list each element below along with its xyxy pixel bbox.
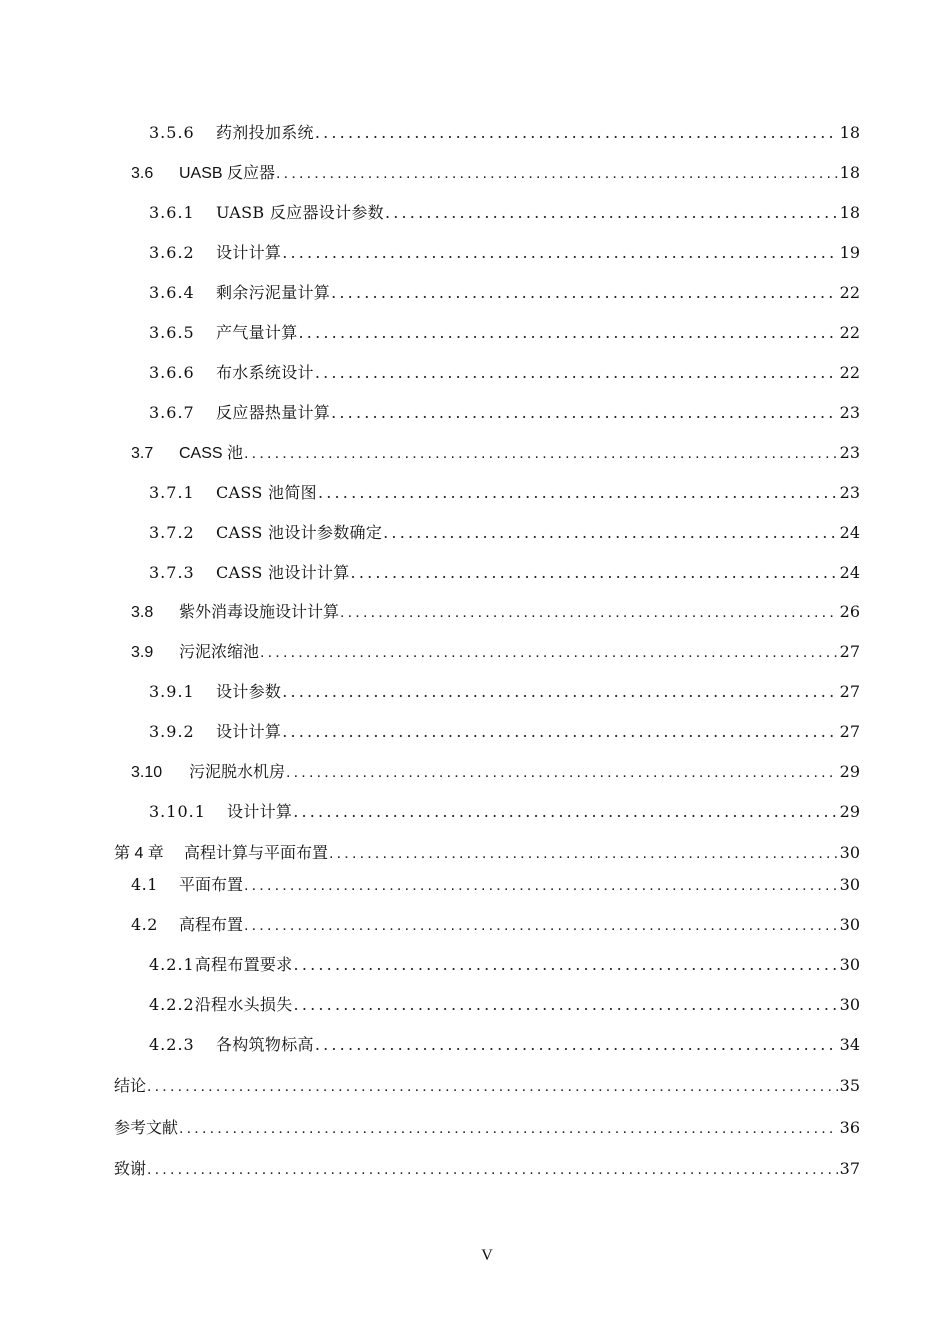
- toc-leader-dots: [314, 1035, 838, 1054]
- toc-entry[interactable]: [0, 440, 860, 464]
- toc-title: UASB 反应器设计参数: [216, 203, 384, 222]
- toc-page-number: 30: [839, 843, 860, 862]
- toc-page-number: 29: [839, 802, 860, 821]
- toc-entry[interactable]: [0, 480, 860, 504]
- toc-leader-dots: [339, 604, 838, 622]
- toc-number: 3.7.3: [149, 563, 195, 582]
- toc-title: 高程布置: [179, 915, 244, 934]
- toc-page-number: 19: [839, 243, 860, 262]
- toc-title: 剩余污泥量计算: [216, 283, 331, 302]
- toc-page-number: 27: [839, 682, 860, 701]
- toc-entry[interactable]: [0, 719, 860, 743]
- toc-page-number: 18: [839, 203, 860, 222]
- toc-number: 3.7.2: [149, 523, 195, 542]
- toc-page-number: 30: [839, 955, 860, 974]
- toc-number: 4.2.2: [149, 995, 195, 1014]
- toc-entry[interactable]: [0, 912, 860, 936]
- toc-leader-dots: [330, 403, 838, 422]
- toc-entry[interactable]: [0, 120, 860, 144]
- toc-page-number: 24: [839, 523, 860, 542]
- toc-entry[interactable]: [0, 400, 860, 424]
- toc-page-number: 27: [839, 722, 860, 741]
- toc-leader-dots: [298, 323, 838, 342]
- toc-title: 平面布置: [179, 875, 244, 894]
- toc-title: 布水系统设计: [216, 363, 314, 382]
- toc-entry[interactable]: [0, 520, 860, 544]
- toc-entry[interactable]: [0, 1115, 860, 1139]
- toc-entry[interactable]: [0, 160, 860, 184]
- toc-title: 反应器热量计算: [216, 403, 331, 422]
- toc-title: 污泥浓缩池: [179, 644, 260, 661]
- toc-number: 3.6.2: [149, 243, 195, 262]
- toc-leader-dots: [382, 523, 838, 542]
- toc-leader-dots: [178, 1120, 838, 1138]
- toc-number: 3.9.2: [149, 722, 195, 741]
- toc-title: 设计参数: [216, 682, 282, 701]
- toc-leader-dots: [243, 917, 838, 935]
- toc-number: 3.6.5: [149, 323, 195, 342]
- toc-number: 3.7.1: [149, 483, 195, 502]
- toc-leader-dots: [259, 644, 838, 662]
- toc-entry[interactable]: [0, 952, 860, 976]
- toc-page-number: 18: [839, 123, 860, 142]
- toc-entry[interactable]: [0, 360, 860, 384]
- toc-number: 3.6: [131, 165, 154, 182]
- toc-title: 致谢: [114, 1161, 147, 1178]
- toc-title: 污泥脱水机房: [189, 764, 286, 781]
- toc-page-number: 29: [839, 762, 860, 781]
- toc-entry[interactable]: [0, 560, 860, 584]
- toc-page-number: 34: [839, 1035, 860, 1054]
- toc-entry[interactable]: [0, 840, 860, 864]
- toc-number: 4.2.3: [149, 1035, 195, 1054]
- toc-page-number: 23: [839, 483, 860, 502]
- toc-page-number: 30: [839, 915, 860, 934]
- toc-entry[interactable]: [0, 799, 860, 823]
- toc-title: 设计计算: [216, 722, 282, 741]
- toc-title: 产气量计算: [216, 323, 298, 342]
- toc-page-number: 36: [839, 1118, 860, 1137]
- toc-number: 第 4 章: [114, 845, 164, 862]
- toc-leader-dots: [328, 845, 838, 863]
- toc-title: 结论: [114, 1078, 147, 1095]
- toc-title: 紫外消毒设施设计计算: [179, 604, 340, 621]
- toc-entry[interactable]: [0, 280, 860, 304]
- toc-leader-dots: [285, 764, 838, 782]
- toc-page-number: 30: [839, 875, 860, 894]
- toc-number: 3.9.1: [149, 682, 195, 701]
- toc-title: 药剂投加系统: [216, 123, 314, 142]
- toc-leader-dots: [350, 563, 838, 582]
- toc-page-number: 26: [839, 602, 860, 621]
- toc-title: 沿程水头损失: [194, 995, 293, 1014]
- toc-entry[interactable]: [0, 200, 860, 224]
- toc-title: 设计计算: [216, 243, 282, 262]
- toc-leader-dots: [281, 682, 837, 701]
- toc-entry[interactable]: [0, 1156, 860, 1180]
- toc-entry[interactable]: [0, 320, 860, 344]
- toc-number: 4.2: [131, 915, 158, 934]
- toc-leader-dots: [146, 1161, 838, 1179]
- toc-number: 4.2.1: [149, 955, 195, 974]
- toc-page-number: 23: [839, 403, 860, 422]
- toc-number: 3.9: [131, 644, 154, 661]
- toc-title: CASS 池设计参数确定: [216, 523, 383, 542]
- toc-entry[interactable]: [0, 1032, 860, 1056]
- toc-leader-dots: [243, 877, 838, 895]
- toc-entry[interactable]: [0, 992, 860, 1016]
- toc-number: 3.6.6: [149, 363, 195, 382]
- toc-number: 3.6.4: [149, 283, 195, 302]
- toc-entry[interactable]: [0, 639, 860, 663]
- toc-leader-dots: [275, 165, 838, 183]
- toc-title: 参考文献: [114, 1120, 179, 1137]
- toc-page-number: 24: [839, 563, 860, 582]
- toc-title: UASB 反应器: [179, 165, 276, 182]
- toc-page-number: 37: [839, 1159, 860, 1178]
- toc-entry[interactable]: [0, 599, 860, 623]
- toc-leader-dots: [330, 283, 838, 302]
- toc-entry[interactable]: [0, 872, 860, 896]
- toc-entry[interactable]: [0, 759, 860, 783]
- toc-title: 各构筑物标高: [216, 1035, 314, 1054]
- toc-page-number: 30: [839, 995, 860, 1014]
- toc-leader-dots: [293, 995, 838, 1014]
- toc-leader-dots: [281, 722, 837, 741]
- toc-page-number: 22: [839, 283, 860, 302]
- toc-title: CASS 池: [179, 445, 244, 462]
- toc-number: 3.10.1: [149, 802, 206, 821]
- toc-page-number: 23: [839, 443, 860, 462]
- toc-page-number: 35: [839, 1076, 860, 1095]
- toc-entry[interactable]: [0, 240, 860, 264]
- toc-entry[interactable]: [0, 1073, 860, 1097]
- toc-leader-dots: [384, 203, 838, 222]
- toc-number: 3.5.6: [149, 123, 195, 142]
- toc-number: 3.6.7: [149, 403, 195, 422]
- toc-title: 设计计算: [227, 802, 293, 821]
- toc-leader-dots: [314, 363, 838, 382]
- toc-leader-dots: [281, 243, 837, 262]
- toc-number: 3.8: [131, 604, 154, 621]
- toc-page-number: 27: [839, 642, 860, 661]
- toc-leader-dots: [293, 955, 838, 974]
- toc-leader-dots: [243, 445, 838, 463]
- toc-leader-dots: [146, 1078, 838, 1096]
- toc-number: 3.6.1: [149, 203, 195, 222]
- toc-page-number: 18: [839, 163, 860, 182]
- toc-number: 3.7: [131, 445, 154, 462]
- toc-title: 高程布置要求: [194, 955, 293, 974]
- toc-number: 3.10: [131, 764, 163, 781]
- toc-title: CASS 池设计计算: [216, 563, 350, 582]
- toc-title: 高程计算与平面布置: [184, 845, 329, 862]
- toc-entry[interactable]: [0, 679, 860, 703]
- toc-title: CASS 池简图: [216, 483, 317, 502]
- toc-leader-dots: [292, 802, 837, 821]
- page-footer-number: V: [481, 1247, 493, 1264]
- toc-leader-dots: [314, 123, 838, 142]
- toc-number: 4.1: [131, 875, 158, 894]
- toc-leader-dots: [317, 483, 838, 502]
- toc-page-number: 22: [839, 323, 860, 342]
- toc-page-number: 22: [839, 363, 860, 382]
